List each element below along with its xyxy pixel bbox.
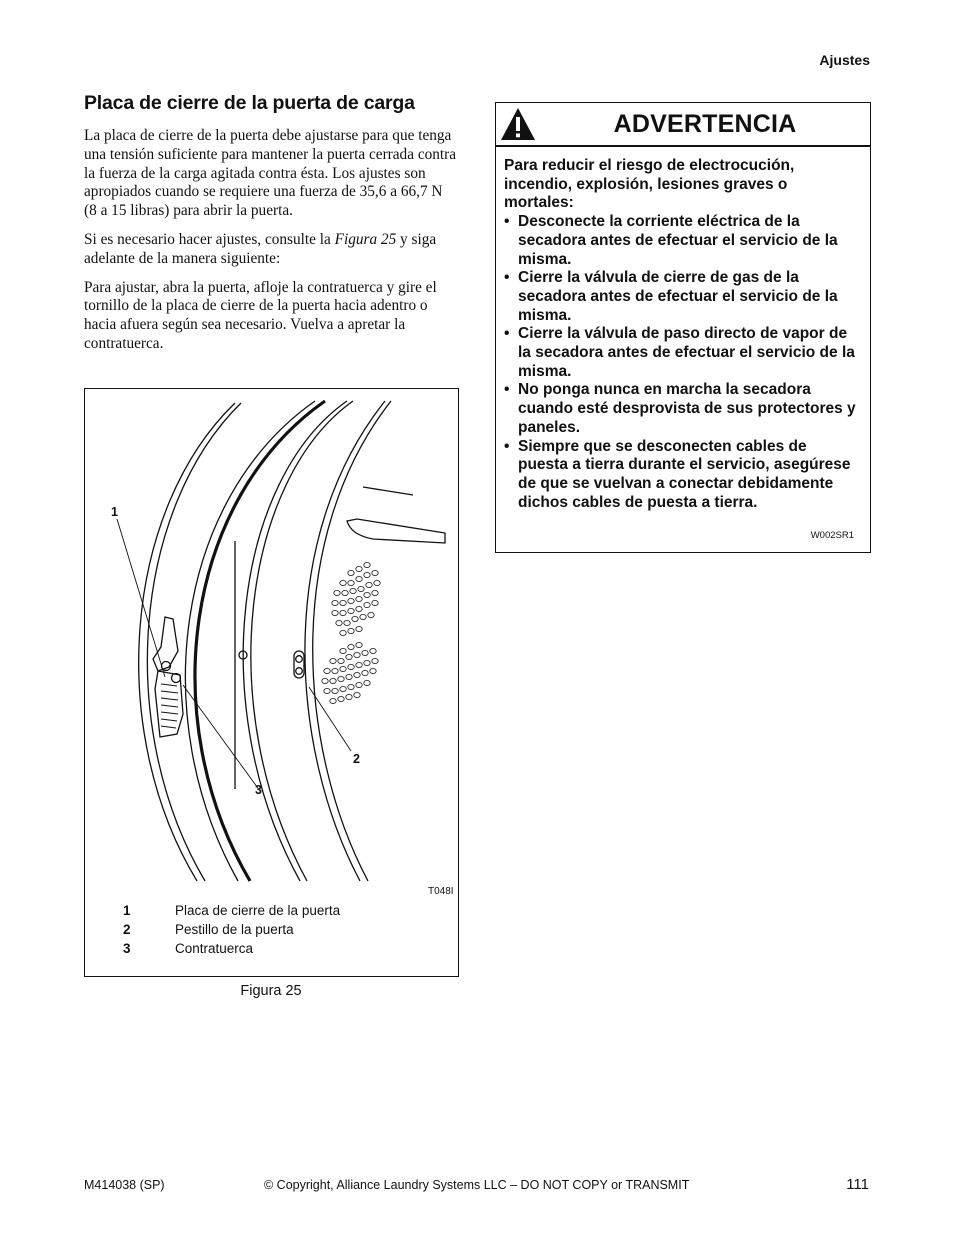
callout-1: 1 bbox=[111, 505, 118, 519]
legend-label: Contratuerca bbox=[175, 941, 254, 956]
warning-item: • No ponga nunca en marcha la secadora cuando esté desprovista de sus protectores y paneles. bbox=[504, 381, 859, 437]
paragraph-figure-ref-before: Si es necesario hacer ajustes, consulte la bbox=[84, 230, 335, 248]
legend-number: 1 bbox=[123, 903, 131, 918]
paragraph-figure-ref bbox=[84, 231, 458, 269]
paragraph-tension: La placa de cierre de la puerta debe ajustarse para que tenga una tensión suficiente para mantener la puerta cerrada contra la fuerza de la carga agitada contra ésta. Los ajustes son apropiados cuando se requiere una fuerza de 35,6 a 66,7 N (8 a 15 libras) para abrir la puerta. bbox=[84, 127, 457, 220]
warning-intro: Para reducir el riesgo de electrocución, incendio, explosión, lesiones graves o mortales: bbox=[504, 157, 795, 212]
footer-page-number: 111 bbox=[846, 1176, 869, 1193]
footer-copyright: © Copyright, Alliance Laundry Systems LLC – DO NOT COPY or TRANSMIT bbox=[264, 1178, 690, 1192]
paragraph-adjust-steps: Para ajustar, abra la puerta, afloje la contratuerca y gire el tornillo de la placa de cierre de la puerta hacia adentro o hacia afuera según sea necesario. Vuelva a apretar la contratuerca. bbox=[84, 278, 437, 352]
warning-item: • Cierre la válvula de cierre de gas de la secadora antes de efectuar el servicio de la misma. bbox=[504, 269, 859, 325]
figure-box bbox=[84, 388, 459, 977]
callout-3: 3 bbox=[255, 783, 262, 797]
warning-item: • Siempre que se desconecten cables de puesta a tierra durante el servicio, asegúrese de que se vuelvan a conectar debidamente dichos cables de puesta a tierra. bbox=[504, 438, 859, 513]
legend-item bbox=[123, 920, 340, 939]
warning-title: ADVERTENCIA bbox=[613, 110, 797, 138]
section-header: Ajustes bbox=[819, 52, 870, 68]
legend-number: 3 bbox=[123, 941, 131, 956]
legend-item bbox=[123, 901, 340, 920]
footer-doc-id: M414038 (SP) bbox=[84, 1178, 165, 1192]
legend-item bbox=[123, 939, 340, 958]
warning-list bbox=[504, 213, 859, 512]
figure-caption: Figura 25 bbox=[240, 983, 302, 999]
legend-number: 2 bbox=[123, 922, 131, 937]
legend-label: Placa de cierre de la puerta bbox=[175, 903, 341, 918]
door-strike-illustration bbox=[85, 389, 458, 889]
figure-legend bbox=[123, 901, 340, 958]
section-heading: Placa de cierre de la puerta de carga bbox=[84, 92, 415, 114]
figure-code: T048I bbox=[428, 886, 454, 897]
warning-item: • Desconecte la corriente eléctrica de la secadora antes de efectuar el servicio de la misma. bbox=[504, 213, 859, 269]
main-column bbox=[84, 92, 458, 364]
warning-box bbox=[495, 102, 871, 553]
figure-reference-link[interactable]: Figura 25 bbox=[334, 230, 397, 248]
callout-2: 2 bbox=[353, 752, 360, 766]
warning-code: W002SR1 bbox=[810, 530, 854, 541]
warning-item: • Cierre la válvula de paso directo de vapor de la secadora antes de efectuar el servicio de la misma. bbox=[504, 325, 859, 381]
legend-label: Pestillo de la puerta bbox=[175, 922, 294, 937]
paragraph-figure-ref-after: y siga adelante de la manera siguiente: bbox=[84, 230, 437, 267]
warning-header bbox=[496, 103, 870, 147]
warning-body bbox=[504, 157, 859, 512]
warning-triangle-icon bbox=[499, 106, 537, 142]
